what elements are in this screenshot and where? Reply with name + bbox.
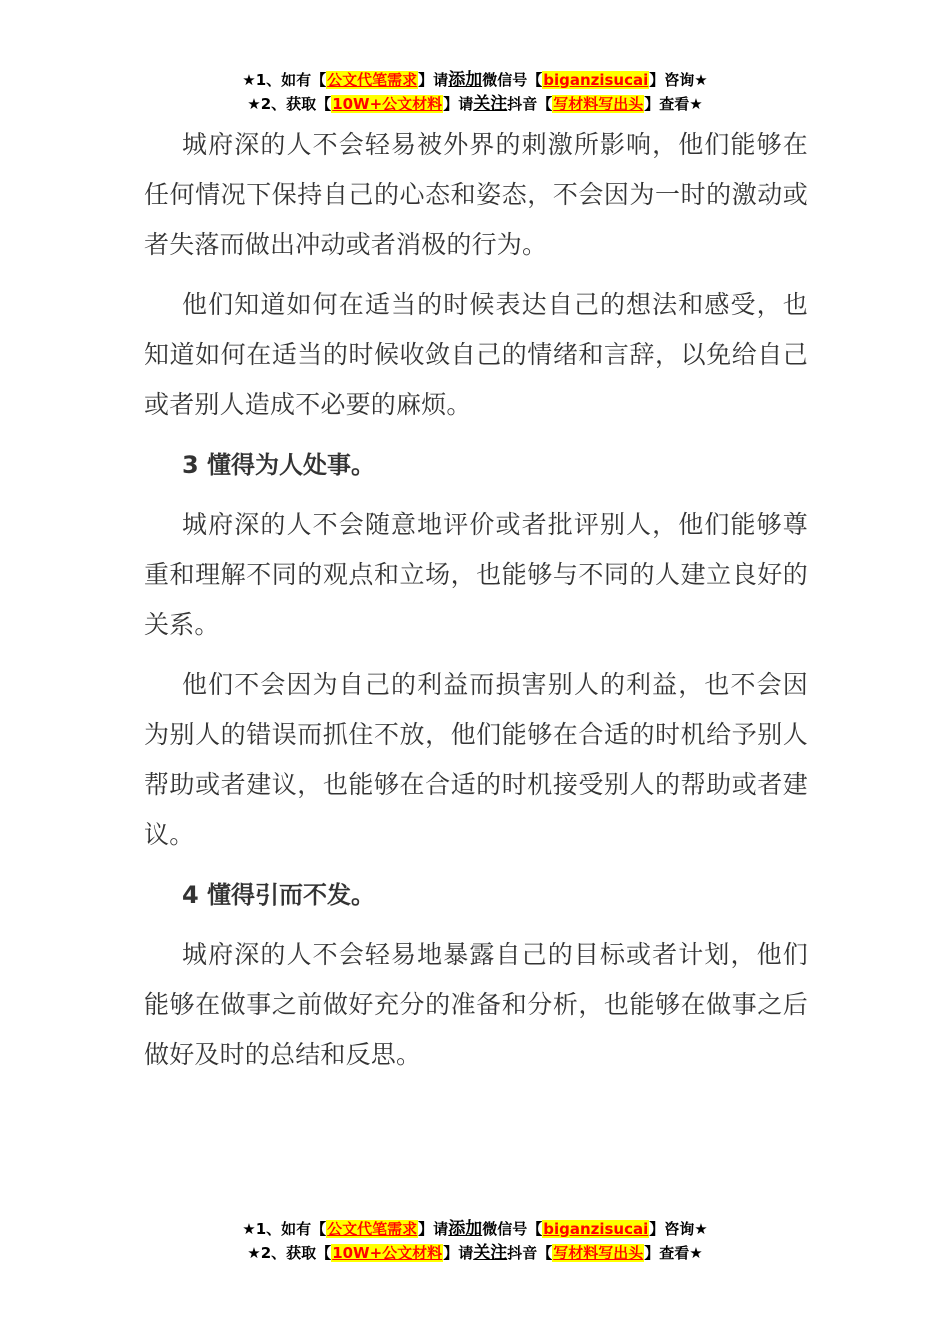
banner-emphasis: 关注 [473,94,508,114]
banner-emphasis: 关注 [473,1243,508,1263]
banner-line-2 [0,92,950,116]
section-heading-3: 3 懂得为人处事。 [182,451,376,479]
highlight-materials: 10W+公文材料 [332,1244,443,1262]
banner-text: 】查看★ [644,1244,703,1262]
banner-line-2 [0,1241,950,1265]
banner-text: 】请 [418,71,449,89]
paragraph-4: 他们不会因为自己的利益而损害别人的利益，也不会因为别人的错误而抓住不放，他们能够在合适的时机给予别人帮助或者建议，也能够在合适的时机接受别人的帮助或者建议。 [144,670,808,849]
highlight-douyin: 写材料写出头 [553,95,644,113]
banner-emphasis: 添加 [448,70,483,90]
highlight-service: 公文代笔需求 [327,1220,418,1238]
banner-line-1 [0,1217,950,1241]
header-banner [0,68,950,116]
banner-text: ★2、获取【 [247,95,332,113]
banner-text: 】请 [443,1244,474,1262]
highlight-service: 公文代笔需求 [327,71,418,89]
highlight-douyin: 写材料写出头 [553,1244,644,1262]
highlight-wechat-id: biganzisucai [543,1220,649,1238]
section-heading-4: 4 懂得引而不发。 [182,881,376,909]
footer-banner [0,1217,950,1265]
paragraph-2: 他们知道如何在适当的时候表达自己的想法和感受，也知道如何在适当的时候收敛自己的情绪和言辞，以免给自己或者别人造成不必要的麻烦。 [144,290,808,419]
banner-text: 】咨询★ [649,1220,708,1238]
banner-text: 微信号【 [482,71,543,89]
highlight-materials: 10W+公文材料 [332,95,443,113]
banner-text: ★2、获取【 [247,1244,332,1262]
banner-text: 微信号【 [482,1220,543,1238]
banner-text: 】咨询★ [649,71,708,89]
paragraph-3: 城府深的人不会随意地评价或者批评别人，他们能够尊重和理解不同的观点和立场，也能够与不同的人建立良好的关系。 [144,510,808,639]
document-body [144,120,808,1090]
banner-text: 】请 [418,1220,449,1238]
banner-text: ★1、如有【 [242,71,327,89]
banner-text: 抖音【 [507,95,553,113]
banner-text: 抖音【 [507,1244,553,1262]
highlight-wechat-id: biganzisucai [543,71,649,89]
banner-line-1 [0,68,950,92]
paragraph-5: 城府深的人不会轻易地暴露自己的目标或者计划，他们能够在做事之前做好充分的准备和分析，也能够在做事之后做好及时的总结和反思。 [144,940,808,1069]
banner-text: ★1、如有【 [242,1220,327,1238]
banner-text: 】查看★ [644,95,703,113]
banner-emphasis: 添加 [448,1219,483,1239]
banner-text: 】请 [443,95,474,113]
paragraph-1: 城府深的人不会轻易被外界的刺激所影响，他们能够在任何情况下保持自己的心态和姿态，不会因为一时的激动或者失落而做出冲动或者消极的行为。 [144,130,808,259]
